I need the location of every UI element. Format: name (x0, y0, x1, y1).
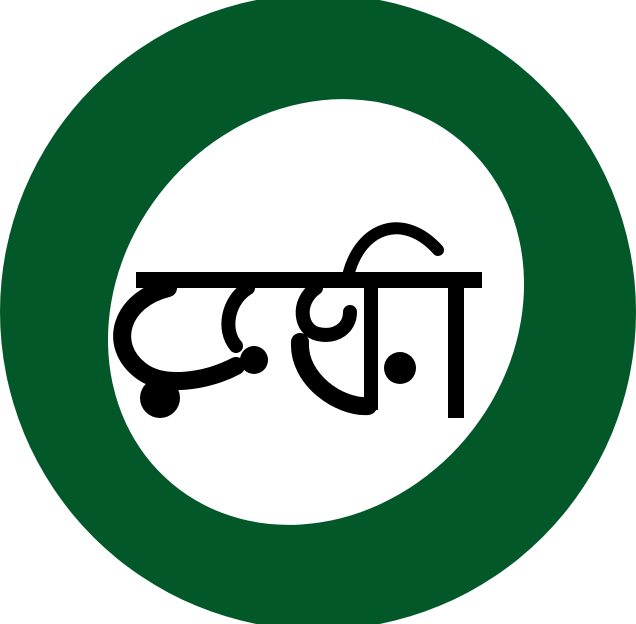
logo-wordmark-text: ডেমি (318, 304, 338, 315)
